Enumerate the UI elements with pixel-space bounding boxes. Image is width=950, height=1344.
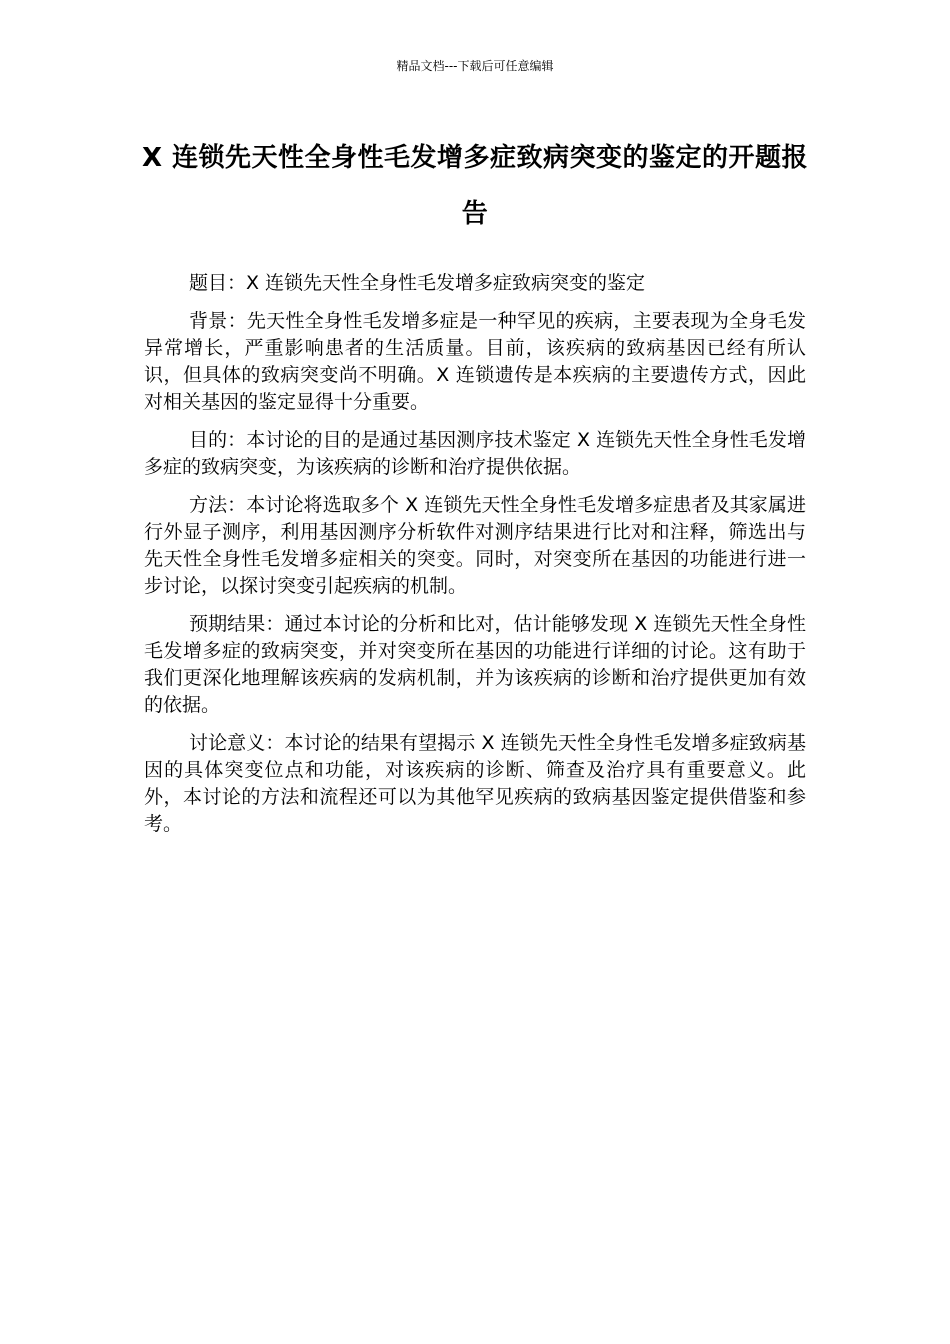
paragraph-expected-results: 预期结果：通过本讨论的分析和比对，估计能够发现 X 连锁先天性全身性毛发增多症的致病突变，并对突变所在基因的功能进行详细的讨论。这有助于我们更深化地理解该疾病的发病机制，并为该疾病的诊断和治疗提供更加有效的依据。 (144, 613, 806, 716)
paragraph-objective: 目的：本讨论的目的是通过基因测序技术鉴定 X 连锁先天性全身性毛发增多症的致病突变，为该疾病的诊断和治疗提供依据。 (144, 429, 806, 478)
paragraph-significance: 讨论意义：本讨论的结果有望揭示 X 连锁先天性全身性毛发增多症致病基因的具体突变位点和功能，对该疾病的诊断、筛查及治疗具有重要意义。此外，本讨论的方法和流程还可以为其他罕见疾病的致病基因鉴定提供借鉴和参考。 (144, 732, 806, 835)
document-body (144, 270, 806, 849)
header-note: 精品文档---下载后可任意编辑 (396, 59, 554, 73)
paragraph-method: 方法：本讨论将选取多个 X 连锁先天性全身性毛发增多症患者及其家属进行外显子测序，利用基因测序分析软件对测序结果进行比对和注释，筛选出与先天性全身性毛发增多症相关的突变。同时，对突变所在基因的功能进行进一步讨论，以探讨突变引起疾病的机制。 (144, 494, 806, 597)
document-title: X 连锁先天性全身性毛发增多症致病突变的鉴定的开题报告 (141, 143, 809, 229)
paragraph-topic: 题目：X 连锁先天性全身性毛发增多症致病突变的鉴定 (189, 272, 646, 294)
paragraph-background: 背景：先天性全身性毛发增多症是一种罕见的疾病，主要表现为全身毛发异常增长，严重影响患者的生活质量。目前，该疾病的致病基因已经有所认识，但具体的致病突变尚不明确。X 连锁遗传是本疾病的主要遗传方式，因此对相关基因的鉴定显得十分重要。 (144, 310, 806, 413)
